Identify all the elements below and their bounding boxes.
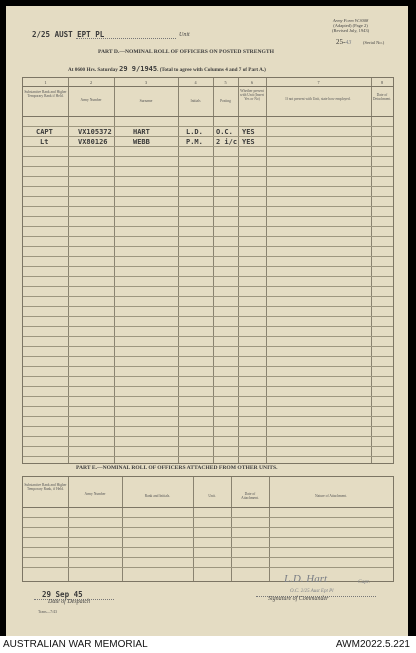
part-e-table: [22, 476, 394, 582]
part-d-at-line: At 0600 Hrs. Saturday 29 9/1945. (Total to agree with Columns 4 and 7 of Part A.): [68, 65, 266, 73]
serial-label: (Serial No.): [363, 40, 385, 45]
cell-rank: Lt: [40, 138, 49, 146]
col-number-6: 6: [250, 79, 254, 85]
unit-label: Unit: [179, 32, 190, 38]
e-col-header-rank: Substantive Rank and Higher Temporary Rank, if Held.: [24, 483, 67, 492]
col-number-3: 3: [144, 79, 148, 85]
col-header-present: Whether present with Unit (Insert Yes or No): [240, 89, 264, 102]
date-value: 25-43: [336, 38, 352, 46]
signature-rank: Capt.: [358, 579, 371, 585]
signature-name: L.D. Hart: [284, 573, 328, 585]
col-header-employed: If not present with Unit, state how employed.: [285, 97, 351, 101]
col-header-army-number: Army Number: [80, 98, 102, 102]
form-ref-line-1: Army Form W.3008: [332, 18, 369, 23]
cell-present: YES: [242, 138, 255, 146]
col-header-detachment: Date of Detachment.: [372, 93, 392, 102]
caption-left: AUSTRALIAN WAR MEMORIAL: [3, 639, 148, 650]
cell-surname: HART: [133, 128, 150, 136]
form-reference: [332, 18, 369, 34]
cell-initials: P.M.: [186, 138, 203, 146]
col-number-4: 4: [194, 79, 197, 85]
part-d-title: PART D.—NOMINAL ROLL OF OFFICERS ON POSTED STRENGTH: [98, 49, 274, 55]
caption-bar: [0, 636, 416, 653]
cell-posting: 2 i/c: [216, 138, 238, 146]
cell-initials: L.D.: [186, 128, 203, 136]
despatch-date-label: Date of Despatch: [48, 599, 90, 605]
cell-rank: CAPT: [36, 128, 53, 136]
col-number-2: 2: [89, 79, 93, 85]
caption-right: AWM2022.5.221: [335, 639, 410, 650]
cell-army-number: VX80126: [78, 138, 108, 146]
unit-value: 2/25 AUST EPT PL: [32, 30, 105, 39]
table-row: [23, 137, 393, 146]
col-number-7: 7: [317, 79, 320, 85]
cell-posting: O.C.: [216, 128, 233, 136]
document-page: [6, 6, 408, 636]
cell-surname: WEBB: [133, 138, 150, 146]
col-header-rank: Substantive Rank and Higher Temporary Rank if Held.: [24, 90, 67, 99]
signature-label: Signature of Commander: [268, 596, 329, 602]
col-header-posting: Posting: [220, 99, 231, 103]
col-number-1: 1: [44, 79, 47, 85]
table-row: [23, 127, 393, 136]
e-col-header-rank-initials: Rank and Initials.: [144, 494, 171, 498]
part-d-table: [22, 77, 394, 464]
col-header-initials: Initials: [190, 99, 201, 103]
e-col-header-army-number: Army Number: [84, 492, 106, 496]
e-col-header-attachment-date: Date of Attachment.: [241, 492, 259, 501]
form-ref-line-3: (Revised July, 1943): [332, 28, 370, 34]
e-col-header-unit: Unit.: [208, 494, 216, 498]
signature-subtitle: O.C. 2/25 Aust Ept Pl: [290, 589, 334, 594]
form-code: Trans—7/43: [38, 610, 58, 614]
part-e-title: PART E.—NOMINAL ROLL OF OFFICERS ATTACHED FROM OTHER UNITS.: [76, 465, 278, 471]
unit-underline: [76, 38, 176, 39]
col-number-5: 5: [224, 79, 227, 85]
cell-army-number: VX105372: [78, 128, 112, 136]
form-ref-line-2: (Adapted) (Page 2): [333, 23, 368, 29]
e-col-header-nature: Nature of Attachment.: [314, 494, 348, 498]
despatch-date-value: 29 Sep 45: [42, 590, 83, 599]
col-header-surname: Surname: [139, 99, 153, 103]
cell-present: YES: [242, 128, 255, 136]
col-number-8: 8: [380, 79, 384, 85]
